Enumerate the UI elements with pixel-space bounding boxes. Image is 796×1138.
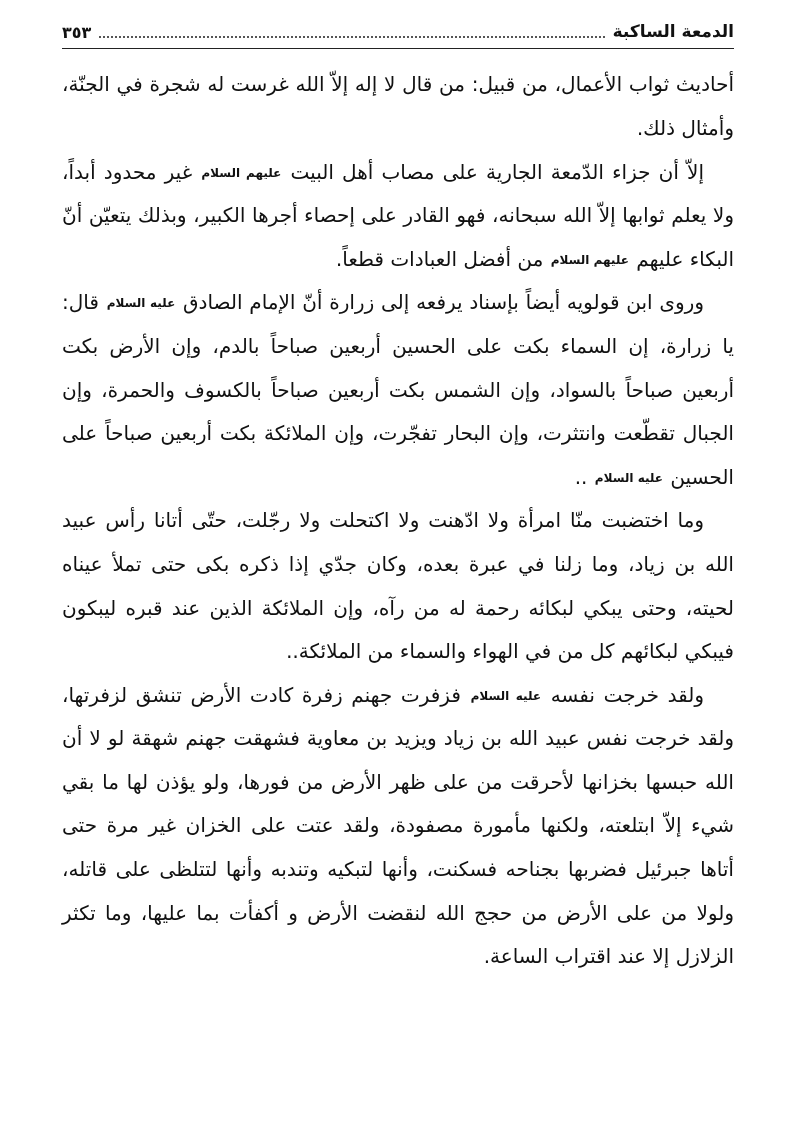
honorific-symbol: عليه السلام <box>106 296 176 311</box>
honorific-symbol: عليهم السلام <box>201 165 282 180</box>
dotted-leader <box>99 36 604 38</box>
paragraph <box>62 499 734 673</box>
paragraph-text: أحاديث ثواب الأعمال، من قبيل: من قال لا إله إلاّ الله غرست له شجرة في الجنّة، وأمثال ذلك. <box>62 72 734 140</box>
paragraph <box>62 674 734 979</box>
running-head <box>62 22 734 48</box>
paragraph <box>62 281 734 499</box>
paragraph-text: وروى ابن قولويه أيضاً بإسناد يرفعه إلى زرارة أنّ الإمام الصادق <box>176 290 704 315</box>
paragraph-text: وما اختضبت منّا امرأة ولا ادّهنت ولا اكتحلت ولا رجّلت، حتّى أتانا رأس عبيد الله بن زياد، وما زلنا في عبرة بعده، وكان جدّي إذا ذكره بكى حتى تملأ عيناه لحيته، وحتى يبكي لبكائه رحمة له من رآه، وإن الملائكة الذين عند قبره ليبكون فيبكي لبكائهم كل من في الهواء والسماء من الملائكة.. <box>62 508 734 664</box>
honorific-symbol: عليه السلام <box>470 688 542 703</box>
honorific-symbol: عليهم السلام <box>550 252 629 267</box>
page-body <box>62 63 734 978</box>
paragraph-text: ولقد خرجت نفسه <box>542 682 705 707</box>
paragraph-text: من أفضل العبادات قطعاً. <box>335 246 550 271</box>
honorific-symbol: عليه السلام <box>594 470 663 485</box>
paragraph <box>62 151 734 282</box>
page-number: ٣٥٣ <box>62 23 92 43</box>
paragraph <box>62 63 734 150</box>
paragraph-text: فزفرت جهنم زفرة كادت الأرض تنشق لزفرتها، ولقد خرجت نفس عبيد الله بن زياد ويزيد بن معاوية فشهقت جهنم شهقة لو لا أن الله حبسها بخزانها لأحرقت من على ظهر الأرض من فورها، ولو يؤذن لها ما بقي شيء إلاّ ابتلعته، ولكنها مأمورة مصفودة، ولقد عتت على الخزان غير مرة حتى أتاها جبرئيل فضربها بجناحه فسكنت، وأنها لتبكيه وتندبه وأنها لتتلظى على قاتله، ولولا من على الأرض من حجج الله لنقضت الأرض و أكفأت بما عليها، وما تكثر الزلازل إلا عند اقتراب الساعة. <box>62 682 734 969</box>
paragraph-text: إلاّ أن جزاء الدّمعة الجارية على مصاب أهل البيت <box>282 159 704 184</box>
header-rule <box>62 48 734 49</box>
paragraph-text: غير محدود أبداً، ولا يعلم ثوابها إلاّ الله سبحانه، فهو القادر على إحصاء أجرها الكبير، وبذلك يتعيّن أنّ البكاء عليهم <box>62 159 734 271</box>
paragraph-text: قال: يا زرارة، إن السماء بكت على الحسين أربعين صباحاً بالدم، وإن الأرض بكت أربعين صباحاً بالسواد، وإن الشمس بكت أربعين صباحاً بالكسوف والحمرة، وإن الجبال تقطّعت وانتثرت، وإن البحار تفجّرت، وإن الملائكة بكت أربعين صباحاً على الحسين <box>62 290 734 489</box>
book-title: الدمعة الساكبة <box>612 22 734 42</box>
paragraph-text: .. <box>574 464 594 489</box>
